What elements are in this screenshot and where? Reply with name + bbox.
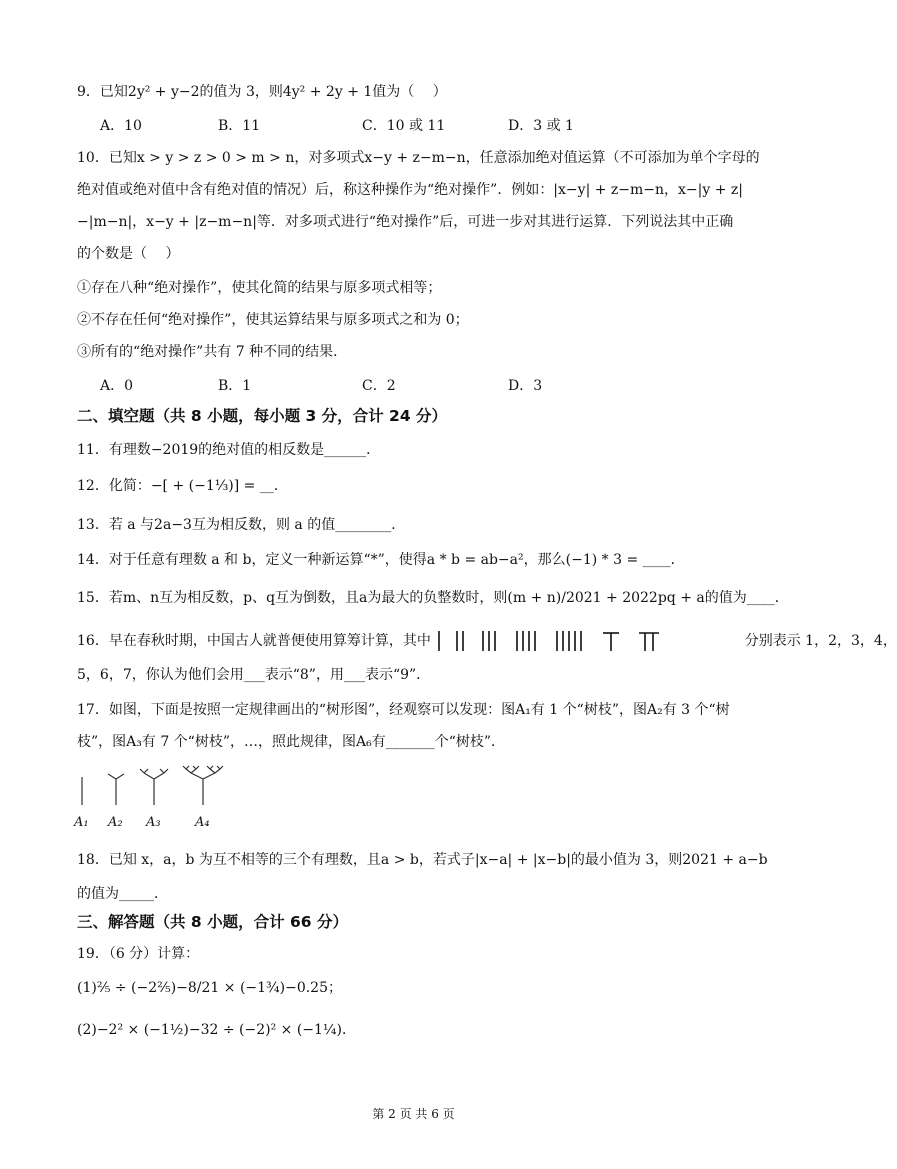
question-19: 19．（6 分）计算： [77, 946, 200, 962]
section-3-heading: 三、解答题（共 8 小题，合计 66 分） [77, 913, 348, 931]
option-a: A．10 [100, 118, 142, 134]
question-16-line-2: 5，6，7，你认为他们会用___表示“8”，用___表示“9”． [77, 667, 431, 683]
figure-label-a2: A₂ [108, 815, 123, 830]
q10-statement-2: ②不存在任何“绝对操作”，使其运算结果与原多项式之和为 0； [77, 312, 469, 328]
question-14: 14．对于任意有理数 a 和 b，定义一种新运算“*”，使得a * b = ab−a²，那么(−1) * 3 = ____． [77, 552, 685, 568]
question-12: 12．化简：−[ + (−1⅓)] = __． [77, 478, 288, 494]
question-9: 9．已知2y² + y−2的值为 3，则4y² + 2y + 1值为（ ） [77, 84, 447, 100]
figure-label-a1: A₁ [74, 815, 89, 830]
option-b: B．1 [218, 378, 252, 394]
q16-text-b: 分别表示 1，2，3，4， [744, 633, 897, 649]
question-11: 11．有理数−2019的绝对值的相反数是______． [77, 442, 381, 458]
question-16-line-1 [77, 630, 897, 652]
option-d: D．3 [508, 378, 543, 394]
option-c: C．2 [362, 378, 396, 394]
option-a: A．0 [100, 378, 134, 394]
figure-label-a4: A₄ [195, 815, 210, 830]
page-footer: 第 2 页 共 6 页 [372, 1107, 455, 1121]
q10-statement-3: ③所有的“绝对操作”共有 7 种不同的结果． [77, 344, 348, 360]
q10-statement-1: ①存在八种“绝对操作”，使其化简的结果与原多项式相等； [77, 280, 442, 296]
counting-rods-figure [435, 630, 740, 652]
question-15: 15．若m、n互为相反数，p、q互为倒数，且a为最大的负整数时，则(m + n)/2021 + 2022pq + a的值为____． [77, 590, 789, 606]
option-d: D．3 或 1 [508, 118, 574, 134]
question-13: 13．若 a 与2a−3互为相反数，则 a 的值________． [77, 517, 406, 533]
question-10-line-4: 的个数是（ ） [77, 246, 180, 262]
question-19-part-2: (2)−2² × (−1½)−32 ÷ (−2)² × (−1¼)． [77, 1022, 356, 1038]
question-18-line-1: 18．已知 x，a，b 为互不相等的三个有理数，且a > b，若式子|x−a| + |x−b|的最小值为 3，则2021 + a−b [77, 852, 768, 868]
q16-text-a: 16．早在春秋时期，中国古人就普便使用算筹计算，其中 [77, 633, 431, 649]
question-10-line-3: −|m−n|，x−y + |z−m−n|等．对多项式进行“绝对操作”后，可进一步对其进行运算．下列说法其中正确 [77, 214, 734, 230]
option-b: B．11 [218, 118, 261, 134]
question-10-line-2: 绝对值或绝对值中含有绝对值的情况）后，称这种操作为“绝对操作”．例如：|x−y| + z−m−n，x−|y + z| [77, 182, 744, 198]
question-10-line-1: 10．已知x > y > z > 0 > m > n，对多项式x−y + z−m−n，任意添加绝对值运算（不可添加为单个字母的 [77, 150, 760, 166]
question-17-line-2: 枝”，图A₃有 7 个“树枝”，…，照此规律，图A₆有_______个“树枝”． [77, 734, 506, 750]
figure-label-a3: A₃ [146, 815, 161, 830]
question-17-line-1: 17．如图，下面是按照一定规律画出的“树形图”，经观察可以发现：图A₁有 1 个“树枝”，图A₂有 3 个“树 [77, 702, 730, 718]
question-19-part-1: (1)⅖ ÷ (−2⅖)−8/21 × (−1¾)−0.25； [77, 980, 342, 996]
option-c: C．10 或 11 [362, 118, 446, 134]
section-2-heading: 二、填空题（共 8 小题，每小题 3 分，合计 24 分） [77, 407, 448, 425]
question-18-line-2: 的值为_____． [77, 886, 168, 902]
